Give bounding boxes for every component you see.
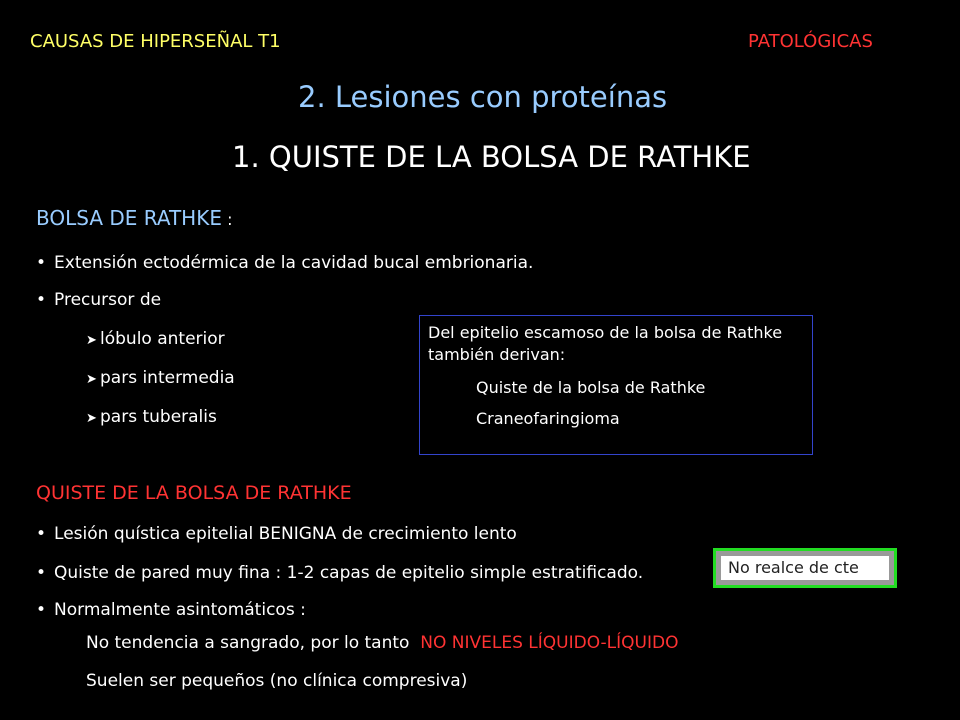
contrast-callout-box xyxy=(713,548,897,588)
bolsa-bullet-2: • Precursor de xyxy=(36,290,161,310)
precursor-label: lóbulo anterior xyxy=(100,329,225,349)
epithelium-derivatives-box xyxy=(419,315,813,455)
bolsa-heading-text: BOLSA DE RATHKE xyxy=(36,206,222,230)
epithelium-box-item: Quiste de la bolsa de Rathke xyxy=(476,378,706,397)
bolsa-bullet-1: • Extensión ectodérmica de la cavidad bucal embrionaria. xyxy=(36,253,533,273)
epithelium-box-item: Craneofaringioma xyxy=(476,409,620,428)
precursor-item xyxy=(86,329,225,349)
precursor-item xyxy=(86,407,217,427)
precursor-item xyxy=(86,368,235,388)
precursor-label: pars tuberalis xyxy=(100,407,217,427)
note-bleeding-highlight: NO NIVELES LÍQUIDO-LÍQUIDO xyxy=(420,633,679,653)
header-right-label: PATOLÓGICAS xyxy=(748,31,873,52)
arrow-right-icon: ➤ xyxy=(86,372,97,387)
precursor-label: pars intermedia xyxy=(100,368,235,388)
quiste-heading: QUISTE DE LA BOLSA DE RATHKE xyxy=(36,482,352,504)
arrow-right-icon: ➤ xyxy=(86,333,97,348)
header-left-title: CAUSAS DE HIPERSEÑAL T1 xyxy=(30,31,281,52)
section-title: 2. Lesiones con proteínas xyxy=(298,80,668,114)
quiste-bullet-2: • Quiste de pared muy fina : 1-2 capas de epitelio simple estratificado. xyxy=(36,563,643,583)
note-bleeding-prefix: No tendencia a sangrado, por lo tanto xyxy=(86,633,410,653)
arrow-right-icon: ➤ xyxy=(86,411,97,426)
bolsa-heading-colon: : xyxy=(221,210,233,229)
quiste-note-bleeding xyxy=(86,633,678,653)
quiste-bullet-3: • Normalmente asintomáticos : xyxy=(36,600,306,620)
contrast-callout-text: No realce de cte xyxy=(721,556,889,580)
subtitle: 1. QUISTE DE LA BOLSA DE RATHKE xyxy=(232,140,751,174)
epithelium-box-intro: Del epitelio escamoso de la bolsa de Rathke también derivan: xyxy=(428,323,783,364)
quiste-note-size: Suelen ser pequeños (no clínica compresiva) xyxy=(86,671,468,691)
quiste-bullet-1: • Lesión quística epitelial BENIGNA de crecimiento lento xyxy=(36,524,517,544)
bolsa-heading xyxy=(36,206,232,230)
